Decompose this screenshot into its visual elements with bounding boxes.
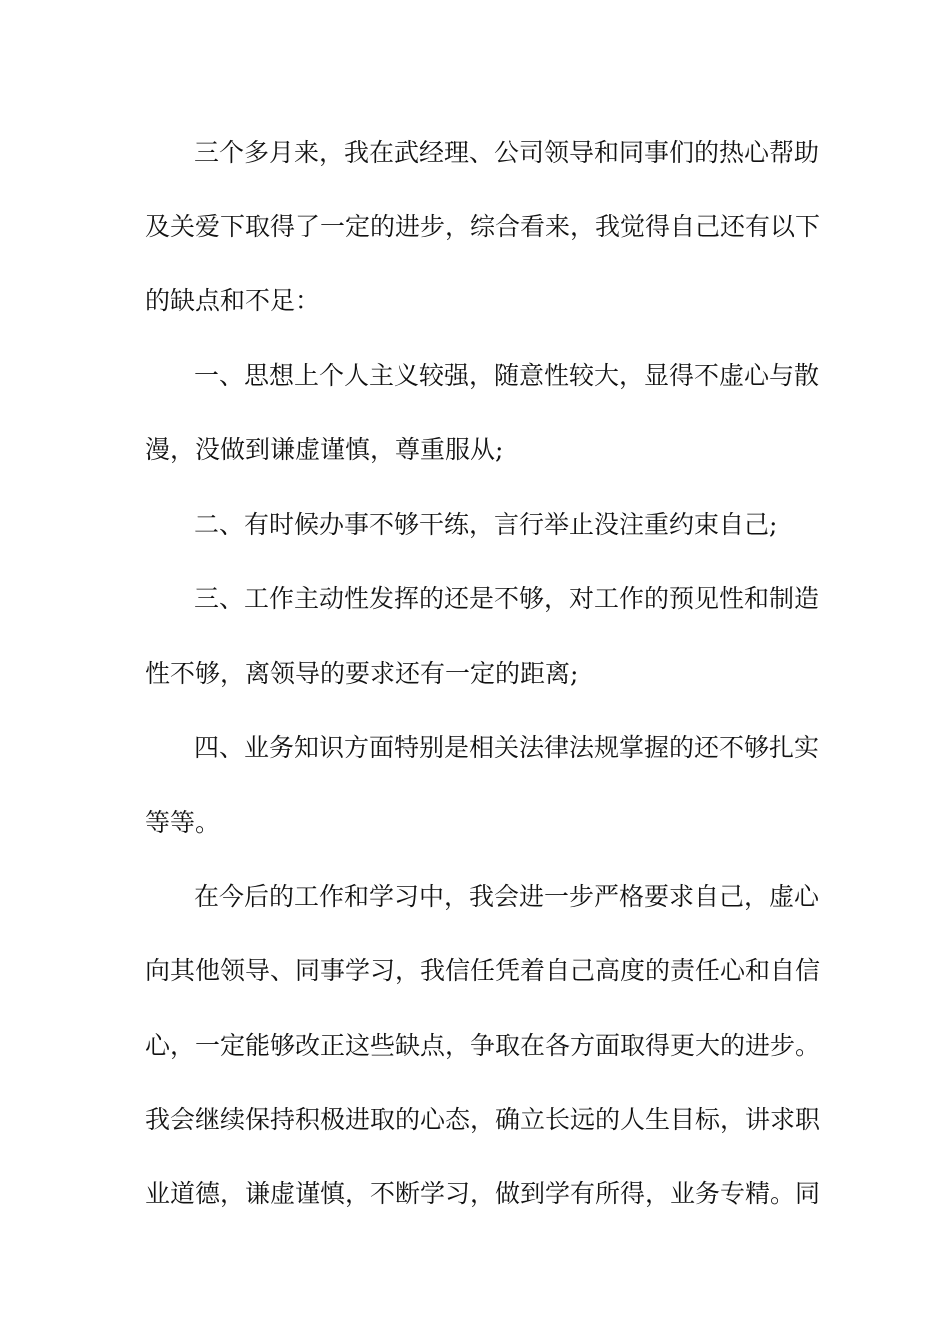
text-line: 三、工作主动性发挥的还是不够，对工作的预见性和制造	[194, 584, 820, 613]
text-line: 等等。	[145, 808, 221, 837]
text-line: 二、有时候办事不够干练，言行举止没注重约束自己;	[194, 510, 778, 539]
text-line: 向其他领导、同事学习，我信任凭着自己高度的责任心和自信	[145, 956, 821, 985]
text-line: 及关爱下取得了一定的进步，综合看来，我觉得自己还有以下	[145, 212, 821, 241]
text-line: 一、思想上个人主义较强，随意性较大，显得不虚心与散	[194, 361, 820, 390]
text-line: 业道德，谦虚谨慎，不断学习，做到学有所得，业务专精。同	[145, 1179, 821, 1208]
text-line: 心，一定能够改正这些缺点，争取在各方面取得更大的进步。	[145, 1031, 821, 1060]
text-line: 三个多月来，我在武经理、公司领导和同事们的热心帮助	[194, 138, 820, 167]
text-line: 四、业务知识方面特别是相关法律法规掌握的还不够扎实	[194, 733, 820, 762]
text-line: 我会继续保持积极进取的心态，确立长远的人生目标，讲求职	[145, 1105, 821, 1134]
text-line: 性不够，离领导的要求还有一定的距离;	[145, 659, 579, 688]
text-line: 漫，没做到谦虚谨慎，尊重服从;	[145, 435, 504, 464]
text-line: 的缺点和不足：	[145, 286, 321, 315]
text-line: 在今后的工作和学习中，我会进一步严格要求自己，虚心	[194, 882, 820, 911]
